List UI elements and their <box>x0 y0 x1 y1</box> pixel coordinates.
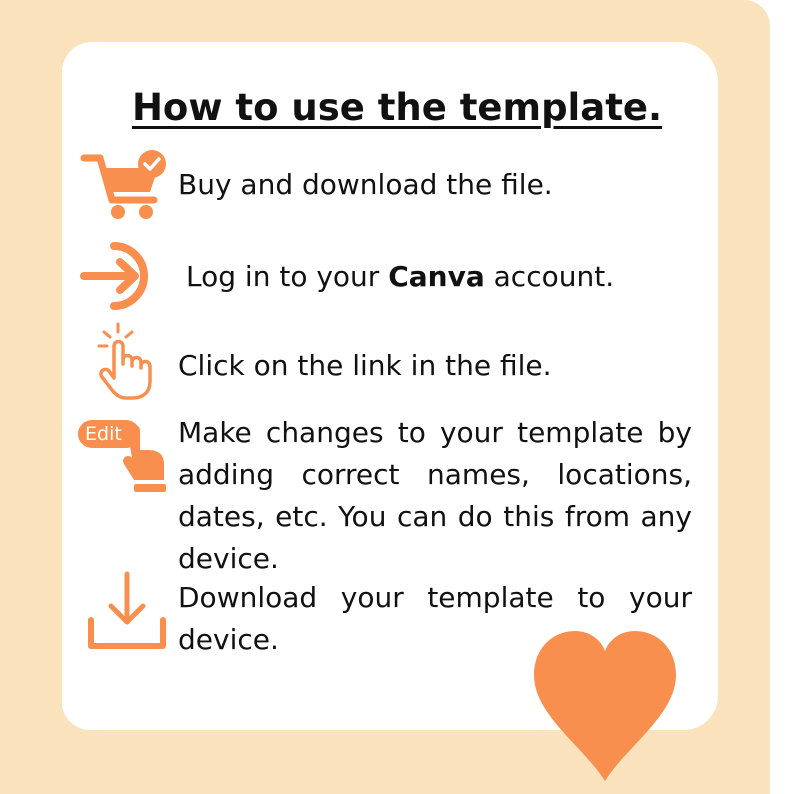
login-arrow-icon <box>78 236 168 316</box>
download-icon <box>86 570 168 652</box>
step-3-text: Click on the link in the file. <box>178 349 552 382</box>
page-title: How to use the template. <box>131 86 663 129</box>
edit-hand-icon <box>78 416 174 496</box>
cart-check-icon <box>80 150 172 222</box>
step-2-text-after: account. <box>484 260 615 293</box>
edit-badge-label: Edit <box>85 423 122 445</box>
step-1-text: Buy and download the file. <box>178 168 553 201</box>
step-2-text <box>186 256 614 298</box>
heart-icon <box>528 625 682 785</box>
step-2-text-before: Log in to your <box>186 260 389 293</box>
step-5-text: Download your template to your device. <box>178 581 692 656</box>
hand-click-icon <box>96 322 164 400</box>
step-4-text: Make changes to your template by adding correct names, locations, dates, etc. You can do this from any device. <box>178 416 692 575</box>
canva-brand-name: Canva <box>388 260 485 293</box>
